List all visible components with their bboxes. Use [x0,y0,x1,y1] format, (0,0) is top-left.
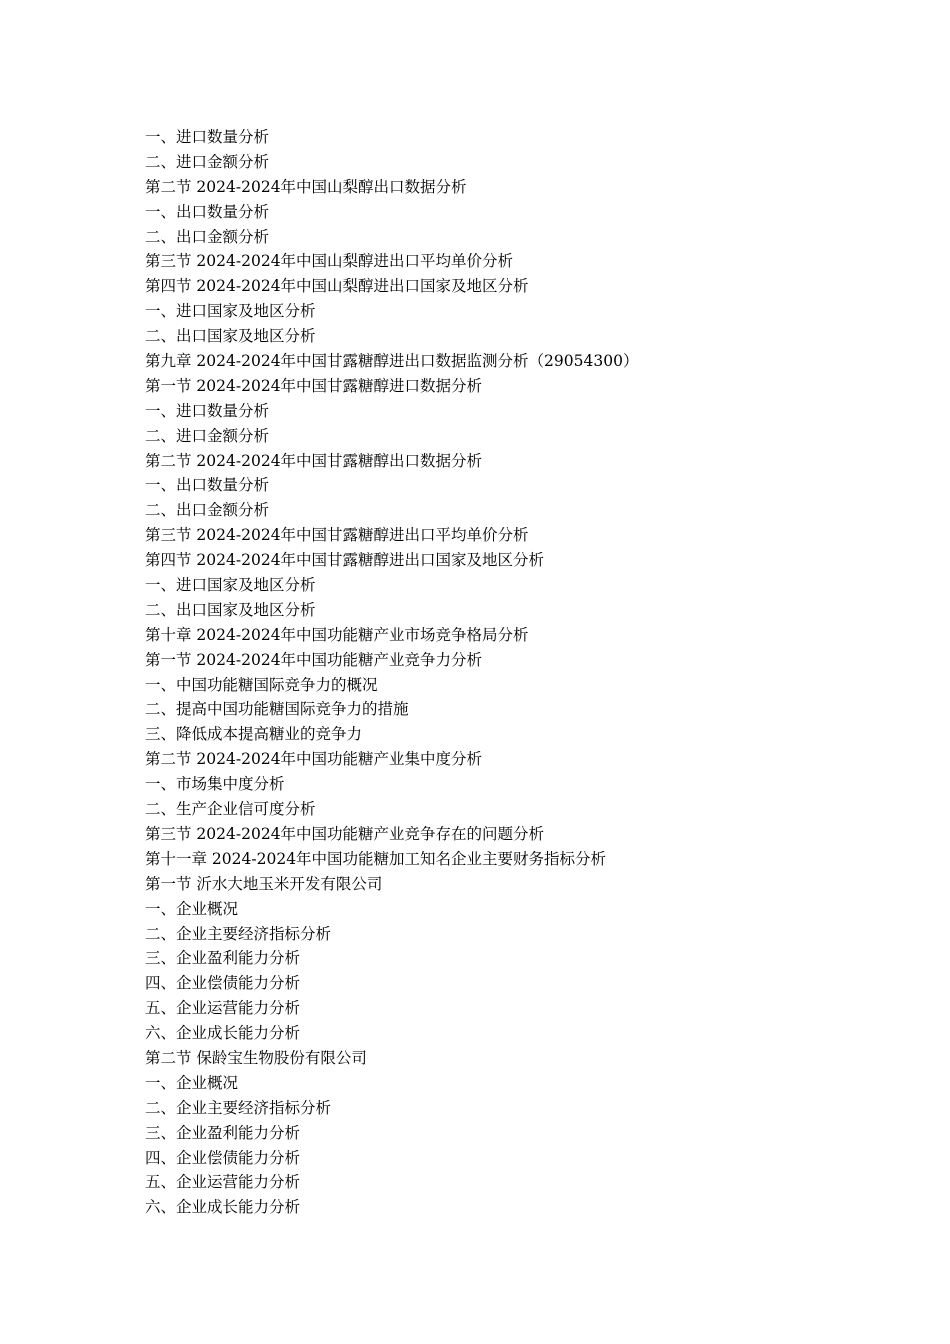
toc-line: 第十章 2024-2024年中国功能糖产业市场竞争格局分析 [145,625,529,644]
toc-line: 四、企业偿债能力分析 [145,1148,301,1167]
toc-line: 第四节 2024-2024年中国山梨醇进出口国家及地区分析 [145,277,529,296]
toc-line: 第三节 2024-2024年中国甘露糖醇进出口平均单价分析 [145,526,529,545]
toc-line: 五、企业运营能力分析 [145,1173,301,1192]
toc-line: 第二节 2024-2024年中国甘露糖醇出口数据分析 [145,451,483,470]
toc-line: 第一节 沂水大地玉米开发有限公司 [145,874,383,893]
toc-line: 第一节 2024-2024年中国甘露糖醇进口数据分析 [145,376,483,395]
toc-line: 第一节 2024-2024年中国功能糖产业竞争力分析 [145,650,483,669]
toc-line: 一、进口国家及地区分析 [145,576,316,595]
toc-line: 三、企业盈利能力分析 [145,1123,301,1142]
toc-line: 一、进口数量分析 [145,401,270,420]
toc-line: 二、提高中国功能糖国际竞争力的措施 [145,700,409,719]
toc-line: 第四节 2024-2024年中国甘露糖醇进出口国家及地区分析 [145,551,545,570]
toc-line: 一、出口数量分析 [145,476,270,495]
toc-line: 六、企业成长能力分析 [145,1198,301,1217]
toc-line: 一、市场集中度分析 [145,775,285,794]
toc-line: 二、生产企业信可度分析 [145,800,316,819]
toc-line: 二、出口国家及地区分析 [145,600,316,619]
toc-line: 二、出口金额分析 [145,501,270,520]
toc-line: 一、进口数量分析 [145,128,270,146]
toc-line: 一、进口国家及地区分析 [145,302,316,321]
toc-line: 二、出口金额分析 [145,227,270,246]
toc-line: 第二节 2024-2024年中国功能糖产业集中度分析 [145,750,483,769]
toc-line: 四、企业偿债能力分析 [145,974,301,993]
toc-line: 一、企业概况 [145,1073,239,1092]
toc-line: 二、企业主要经济指标分析 [145,924,332,943]
toc-line: 第二节 2024-2024年中国山梨醇出口数据分析 [145,177,467,196]
toc-line: 一、出口数量分析 [145,202,270,221]
toc-line: 第十一章 2024-2024年中国功能糖加工知名企业主要财务指标分析 [145,849,607,868]
toc-line: 一、企业概况 [145,899,239,918]
toc-line: 二、企业主要经济指标分析 [145,1098,332,1117]
toc-line: 二、进口金额分析 [145,426,270,445]
toc-line: 三、企业盈利能力分析 [145,949,301,968]
toc-line: 一、中国功能糖国际竞争力的概况 [145,675,378,694]
toc-line: 二、进口金额分析 [145,152,270,171]
table-of-contents [145,125,845,1220]
toc-line: 第二节 保龄宝生物股份有限公司 [145,1048,367,1067]
toc-line: 二、出口国家及地区分析 [145,327,316,346]
toc-line: 三、降低成本提高糖业的竞争力 [145,725,363,744]
toc-line: 第九章 2024-2024年中国甘露糖醇进出口数据监测分析（29054300） [145,352,639,371]
toc-line: 五、企业运营能力分析 [145,999,301,1018]
toc-line: 第三节 2024-2024年中国功能糖产业竞争存在的问题分析 [145,824,545,843]
toc-line: 第三节 2024-2024年中国山梨醇进出口平均单价分析 [145,252,514,271]
toc-line: 六、企业成长能力分析 [145,1024,301,1043]
